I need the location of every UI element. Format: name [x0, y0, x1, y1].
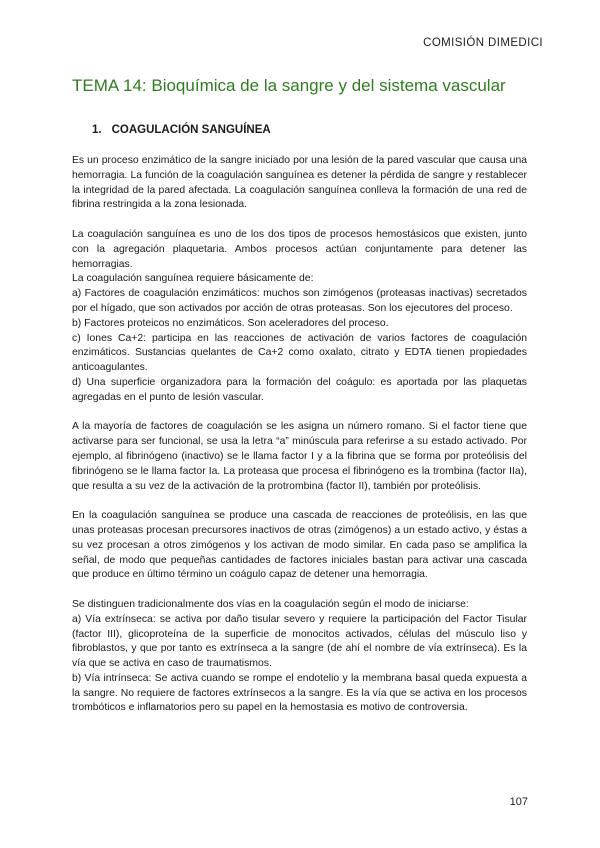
list-item-non-enzymatic-factors: b) Factores proteicos no enzimáticos. Son aceleradores del proceso. — [72, 317, 389, 329]
paragraph-hemostasis-types: La coagulación sanguínea es uno de los dos tipos de procesos hemostásicos que existen, junto con la agregación plaquetaria. Ambos procesos actúan conjuntamente para detener las hemorragias. — [72, 228, 527, 270]
section-title: COAGULACIÓN SANGUÍNEA — [111, 124, 271, 136]
list-item-intrinsic-pathway: b) Vía intrínseca: Se activa cuando se rompe el endotelio y la membrana basal queda expuesta a la sangre. No requiere de factores extrínsecos a la sangre. Es la vía que se activa en los procesos trombóticos e inflamatorios pero su papel en la hemostasia es motivo de controversia. — [72, 672, 527, 714]
paragraph-requirements-intro: La coagulación sanguínea requiere básicamente de: — [72, 273, 314, 285]
paragraph-pathways-intro: Se distinguen tradicionalmente dos vías en la coagulación según el modo de iniciarse: — [72, 598, 469, 610]
paragraph-definition: Es un proceso enzimático de la sangre iniciado por una lesión de la pared vascular que causa una hemorragia. La función de la coagulación sanguínea es detener la pérdida de sangre y restablecer la integridad de la pared afectada. La coagulación sanguínea conlleva la formación de una red de fibrina restringida a la zona lesionada. — [72, 155, 527, 211]
section-heading — [92, 124, 271, 136]
paragraph-cascade: En la coagulación sanguínea se produce una cascada de reacciones de proteólisis, en las que unas proteasas procesan precursores inactivos de otras (zimógenos) a un estado activo, y éstas a su vez procesan a otros zimógenos y los activan de modo similar. En cada paso se amplifica la señal, de modo que pequeñas cantidades de factores iniciales bastan para activar una cascada que produce en último término un coágulo capaz de detener una hemorragia. — [72, 510, 527, 581]
page-number: 107 — [509, 796, 528, 808]
list-item-calcium-ions: c) Iones Ca+2: participa en las reacciones de activación de varios factores de coagulación enzimáticos. Sustancias quelantes de Ca+2 como oxalato, citrato y EDTA tienen propiedades anticoagulantes. — [72, 332, 527, 374]
header-org-name: COMISIÓN DIMEDICI — [423, 37, 543, 49]
topic-title: TEMA 14: Bioquímica de la sangre y del sistema vascular — [72, 76, 506, 95]
list-item-organizing-surface: d) Una superficie organizadora para la formación del coágulo: es aportada por las plaquetas agregadas en el punto de lesión vascular. — [72, 376, 527, 403]
body-text — [72, 154, 527, 716]
list-item-enzymatic-factors: a) Factores de coagulación enzimáticos: muchos son zimógenos (proteasas inactivas) secretados por el hígado, que son activados por acción de otras proteasas. Son los ejecutores del proceso. — [72, 288, 527, 314]
paragraph-factor-nomenclature: A la mayoría de factores de coagulación se les asigna un número romano. Si el factor tiene que activarse para ser funcional, se usa la letra “a” minúscula para referirse a su estado activado. Por ejemplo, al fibrinógeno (inactivo) se le llama factor I y a la fibrina que se forma por proteólisis del fibrinógeno se le llama factor Ia. La proteasa que procesa el fibrinógeno es la trombina (factor IIa), que resulta a su vez de la activación de la protrombina (factor II), también por proteólisis. — [72, 421, 527, 492]
list-item-extrinsic-pathway: a) Vía extrínseca: se activa por daño tisular severo y requiere la participación del Factor Tisular (factor III), glicoproteína de la superficie de monocitos activados, células del músculo liso y fibroblastos, y que por tanto es extrínseca a la sangre (de ahí el nombre de vía extrínseca). Es la vía que se activa en caso de traumatismos. — [72, 613, 527, 670]
section-number: 1. — [92, 124, 102, 136]
